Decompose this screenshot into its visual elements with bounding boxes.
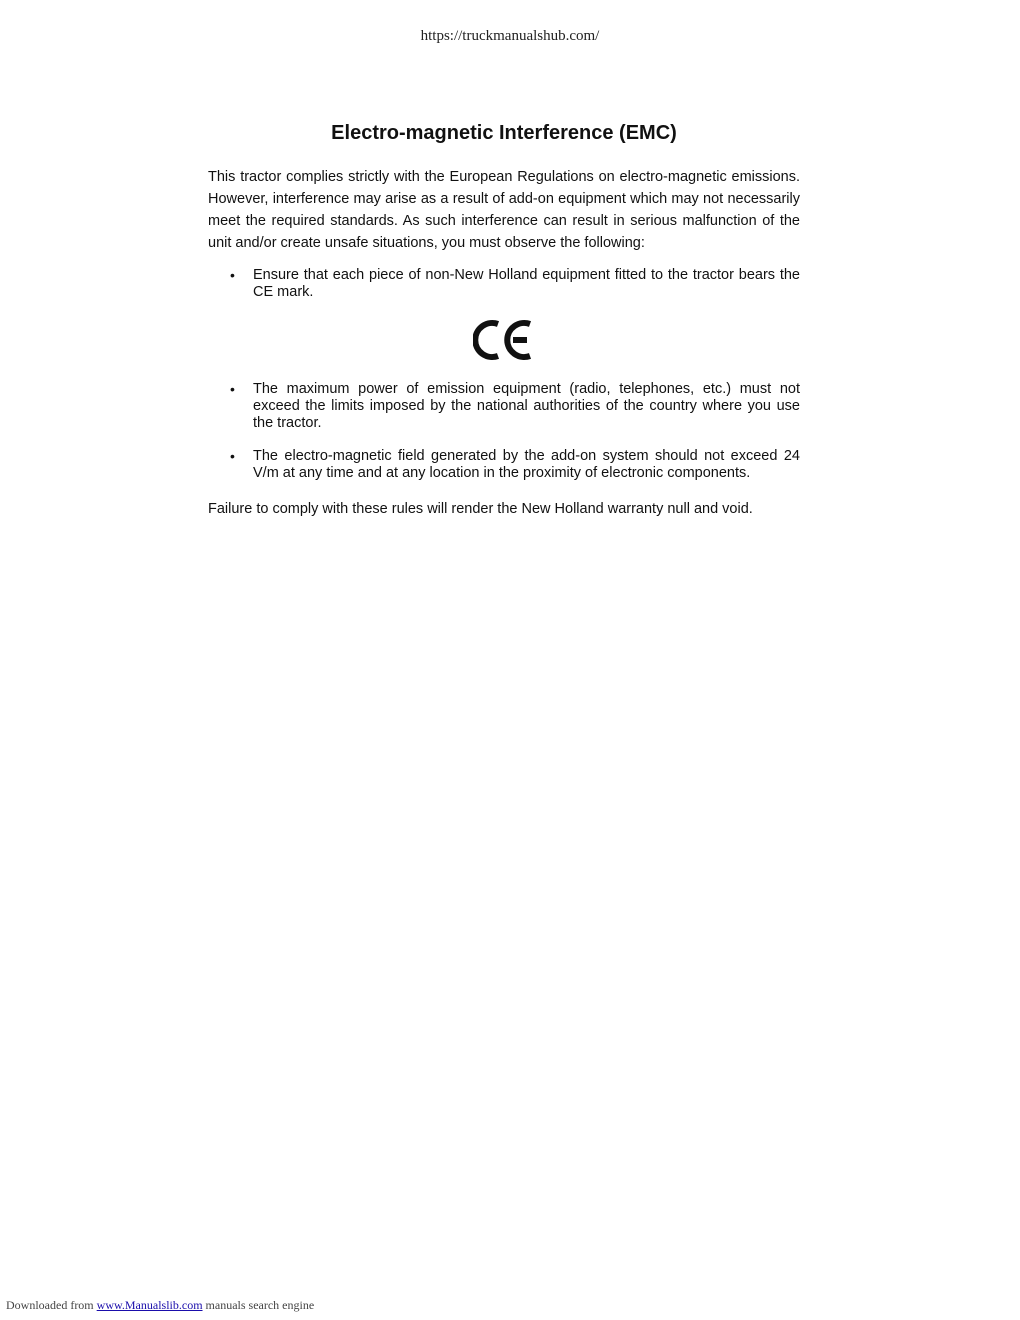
- download-prefix: Downloaded from: [6, 1298, 94, 1312]
- bullet-item-ce-mark: [208, 267, 800, 301]
- manualslib-link[interactable]: www.Manualslib.com: [96, 1298, 203, 1312]
- bullet-item-electromagnetic-field: [208, 448, 800, 482]
- bullet-text: Ensure that each piece of non-New Holland equipment fitted to the tractor bears the CE mark.: [253, 267, 800, 300]
- ce-mark-icon: [473, 317, 535, 363]
- emc-document: [208, 118, 800, 520]
- download-suffix: manuals search engine: [205, 1298, 315, 1312]
- bullet-item-emission-limit: [208, 381, 800, 432]
- bullet-icon: •: [230, 381, 235, 397]
- bullet-icon: •: [230, 267, 235, 283]
- bullet-text: The electro-magnetic field generated by the add-on system should not exceed 24 V/m at any time and at any location in the proximity of electronic components.: [253, 448, 800, 481]
- page-source-url: https://truckmanualshub.com/: [420, 28, 600, 44]
- ce-mark-container: [208, 317, 800, 365]
- warranty-note: Failure to comply with these rules will render the New Holland warranty null and void.: [208, 501, 753, 517]
- bullet-text: The maximum power of emission equipment (radio, telephones, etc.) must not exceed the limits imposed by the national authorities of the country where you use the tractor.: [253, 381, 800, 431]
- bullet-icon: •: [230, 448, 235, 464]
- intro-paragraph: This tractor complies strictly with the European Regulations on electro-magnetic emissions. However, interference may arise as a result of add-on equipment which may not necessarily meet the required standards. As such interference can result in serious malfunction of the unit and/or create unsafe situations, you must observe the following:: [208, 169, 800, 251]
- download-source-footer: [6, 1298, 314, 1313]
- page-title: Electro-magnetic Interference (EMC): [331, 122, 677, 144]
